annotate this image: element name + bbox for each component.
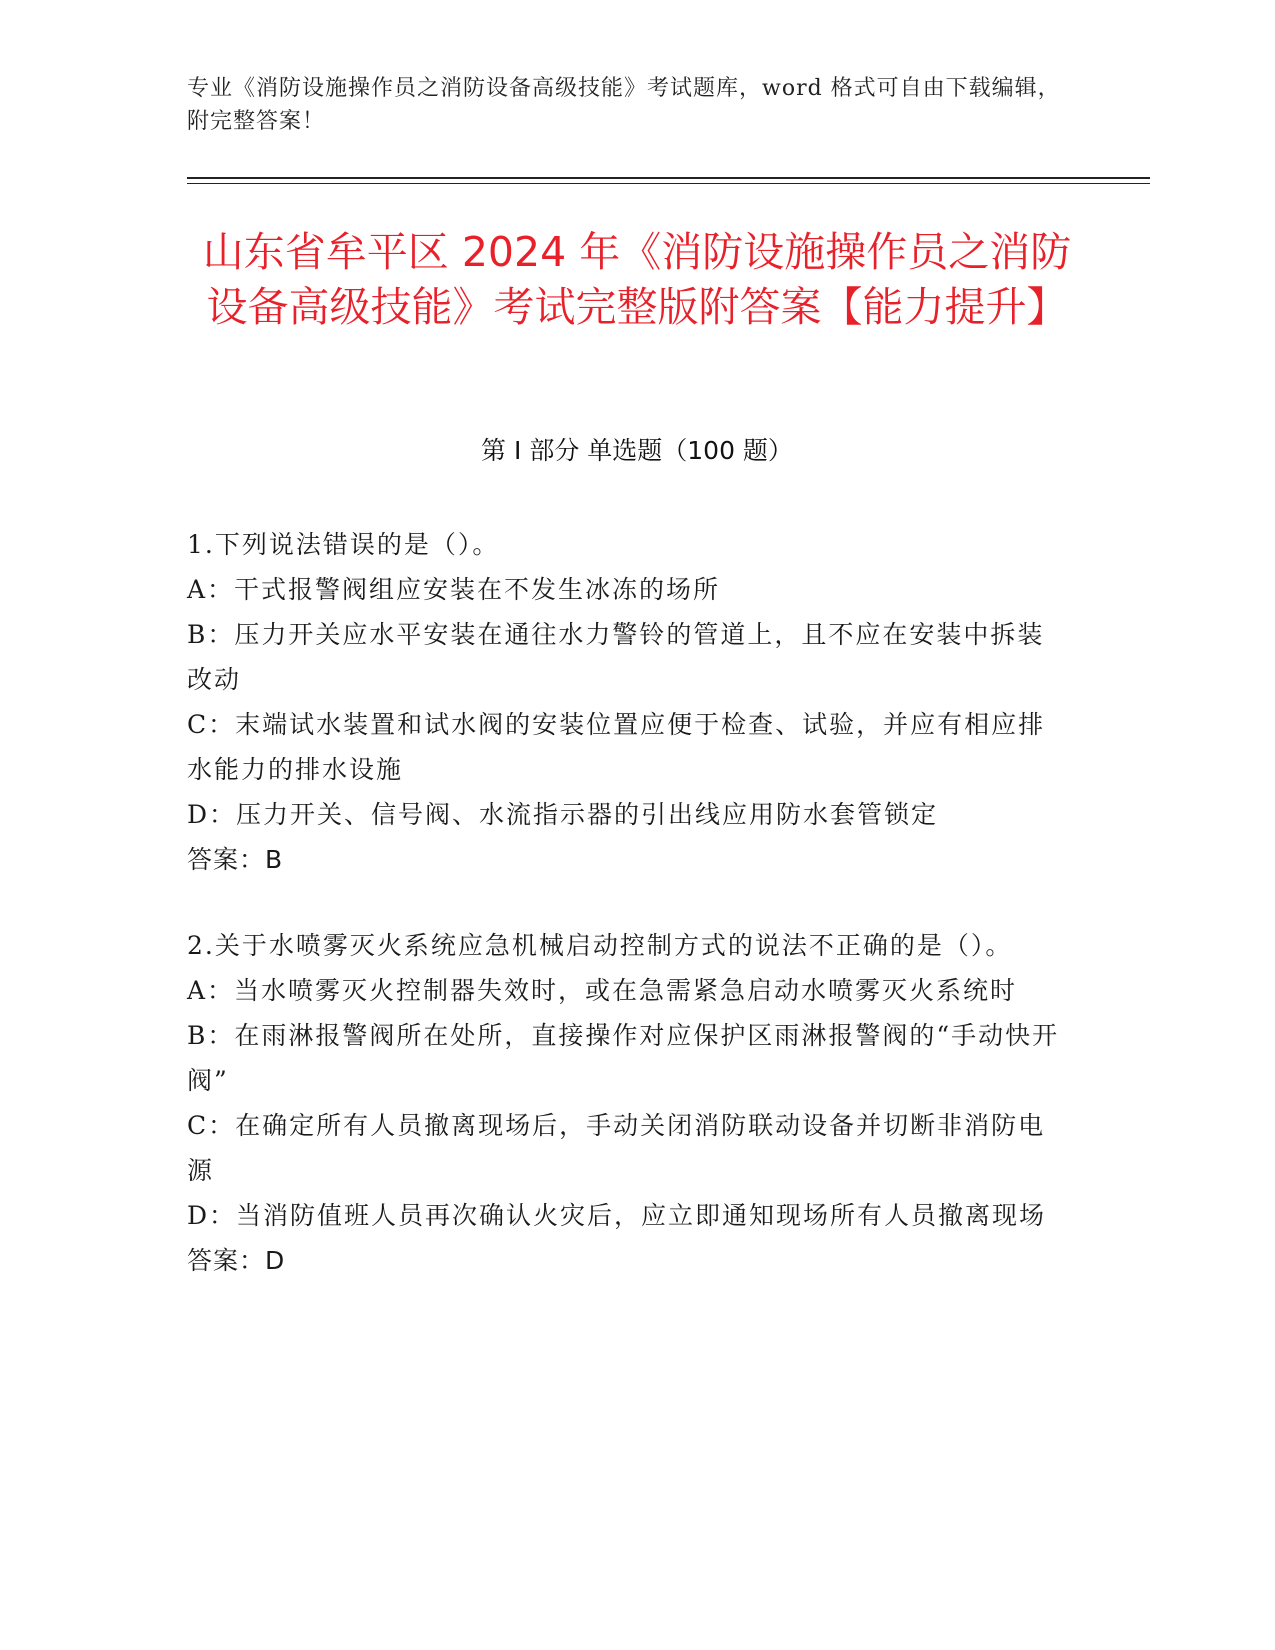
option-b: B：压力开关应水平安装在通往水力警铃的管道上，且不应在安装中拆装改动: [187, 620, 1045, 694]
answer-label: 答案：D: [187, 1246, 286, 1275]
question-item: [187, 923, 1067, 1283]
question-stem: 1.下列说法错误的是（）。: [187, 530, 500, 559]
question-item: [187, 522, 1067, 882]
header-divider-thick: [187, 177, 1150, 179]
document-title: 山东省牟平区 2024 年《消防设施操作员之消防设备高级技能》考试完整版附答案【能力提升】: [202, 228, 1072, 331]
header-divider-thin: [187, 183, 1150, 184]
option-c: C：在确定所有人员撤离现场后，手动关闭消防联动设备并切断非消防电源: [187, 1111, 1046, 1185]
question-stem: 2.关于水喷雾灭火系统应急机械启动控制方式的说法不正确的是（）。: [187, 931, 1013, 960]
answer-label: 答案：B: [187, 845, 284, 874]
header-note: 专业《消防设施操作员之消防设备高级技能》考试题库，word 格式可自由下载编辑，附完整答案！: [187, 76, 1061, 134]
option-c: C：末端试水装置和试水阀的安装位置应便于检查、试验，并应有相应排水能力的排水设施: [187, 710, 1046, 784]
section-heading: 第 I 部分 单选题（100 题）: [481, 436, 793, 465]
option-d: D：压力开关、信号阀、水流指示器的引出线应用防水套管锁定: [187, 800, 939, 829]
option-a: A：干式报警阀组应安装在不发生冰冻的场所: [187, 575, 721, 604]
option-d: D：当消防值班人员再次确认火灾后，应立即通知现场所有人员撤离现场: [187, 1201, 1047, 1230]
option-a: A：当水喷雾灭火控制器失效时，或在急需紧急启动水喷雾灭火系统时: [187, 976, 1018, 1005]
option-b: B：在雨淋报警阀所在处所，直接操作对应保护区雨淋报警阀的“手动快开阀”: [187, 1021, 1060, 1095]
question-list: [187, 522, 1067, 1324]
